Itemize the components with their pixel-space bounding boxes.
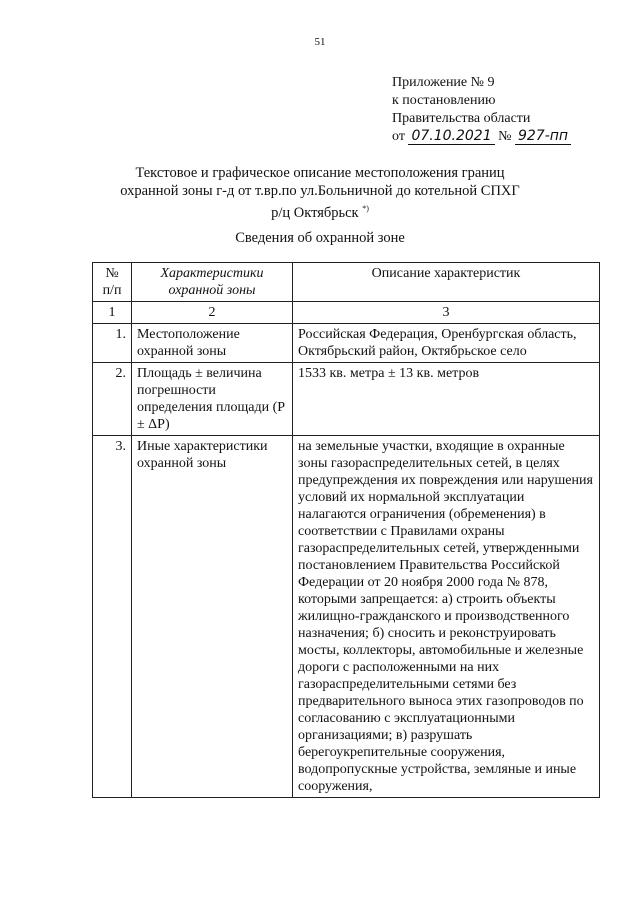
- header-description: Описание характеристик: [293, 263, 600, 302]
- number-prefix: №: [498, 129, 512, 144]
- row-description: Российская Федерация, Оренбургская область, Октябрьский район, Октябрьское село: [293, 324, 600, 363]
- date-prefix: от: [392, 129, 405, 144]
- table-header-row: [93, 263, 600, 302]
- title-line-2: охранной зоны г-д от т.вр.по ул.Больничной до котельной СПХГ: [120, 183, 520, 199]
- annex-line-2: к постановлению: [392, 93, 496, 108]
- row-number: 3.: [93, 436, 132, 798]
- title-line-1: Текстовое и графическое описание местоположения границ: [135, 165, 505, 181]
- annex-block: [392, 74, 571, 146]
- row-characteristic: Площадь ± величина погрешности определения площади (P ± ΔP): [132, 363, 293, 436]
- row-description: 1533 кв. метра ± 13 кв. метров: [293, 363, 600, 436]
- handwritten-date: 07.10.2021: [408, 128, 494, 145]
- handwritten-number: 927-пп: [515, 128, 571, 145]
- footnote-mark: *): [362, 204, 369, 213]
- table-row: [93, 436, 600, 798]
- title-line-3: [100, 200, 540, 222]
- header-number: № п/п: [93, 263, 132, 302]
- table-numbering-row: [93, 302, 600, 324]
- annex-title: Приложение № 9: [392, 75, 495, 90]
- row-characteristic: Местоположение охранной зоны: [132, 324, 293, 363]
- row-number: 2.: [93, 363, 132, 436]
- table-row: [93, 324, 600, 363]
- numbering-cell: 1: [93, 302, 132, 324]
- table-row: [93, 363, 600, 436]
- row-description: на земельные участки, входящие в охранные зоны газораспределительных сетей, в целях предупреждения их повреждения или нарушения условий их нормальной эксплуатации налагаются ограничения (обременения) в соответствии с Правилами охраны газораспределительных сетей, утвержденными постановлением Правительства Российской Федерации от 20 ноября 2000 года № 878, которыми запрещается: а) строить объекты жилищно-гражданского и производственного назначения; б) сносить и реконструировать мосты, коллекторы, автомобильные и железные дороги с расположенными на них газораспределительными сетями без предварительного выноса этих газопроводов по согласованию с эксплуатационными организациями; в) разрушать берегоукрепительные сооружения, водопропускные устройства, земляные и иные сооружения,: [293, 436, 600, 798]
- title-line-3-text: р/ц Октябрьск: [271, 204, 359, 221]
- numbering-cell: 2: [132, 302, 293, 324]
- annex-date-line: [392, 128, 571, 146]
- page-number: 51: [314, 36, 326, 48]
- header-characteristics: Характеристики охранной зоны: [132, 263, 293, 302]
- row-number: 1.: [93, 324, 132, 363]
- numbering-cell: 3: [293, 302, 600, 324]
- section-subtitle: Сведения об охранной зоне: [235, 230, 405, 246]
- row-characteristic: Иные характеристики охранной зоны: [132, 436, 293, 798]
- annex-line-3: Правительства области: [392, 111, 531, 126]
- zone-info-table: [92, 262, 600, 798]
- document-title: [100, 164, 540, 222]
